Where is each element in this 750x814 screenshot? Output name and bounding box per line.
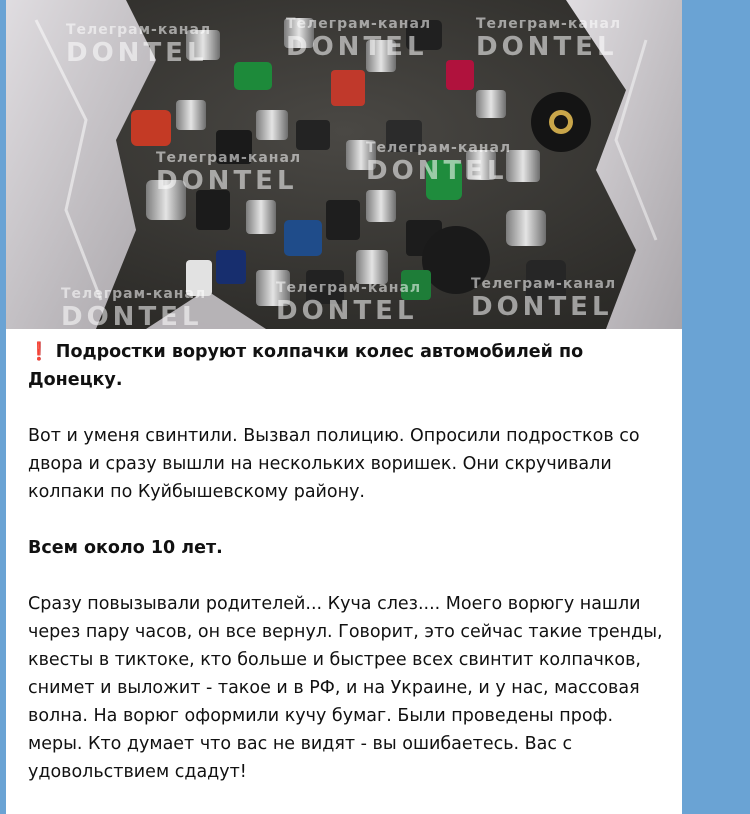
watermark-caption: Телеграм-канал [61, 286, 207, 302]
message-bubble [6, 0, 682, 814]
watermark-brand: DONTEL [66, 38, 208, 68]
valve-caps-bag-image [6, 0, 682, 329]
post-text [28, 338, 668, 786]
watermark-caption: Телеграм-канал [156, 150, 302, 166]
watermark-caption: Телеграм-канал [66, 22, 212, 38]
watermark-caption: Телеграм-канал [471, 276, 617, 292]
watermark-brand: DONTEL [366, 156, 508, 186]
watermark-brand: DONTEL [286, 32, 428, 62]
post-paragraph-1: Вот и уменя свинтили. Вызвал полицию. Опросили подростков со двора и сразу вышли на нескольких воришек. Они скручивали колпаки по Куйбышевскому району. [28, 426, 640, 502]
post-title-text: Подростки воруют колпачки колес автомобилей по Донецку. [28, 342, 584, 390]
red-exclamation-icon: ❗ [28, 342, 50, 362]
watermark-brand: DONTEL [471, 292, 613, 322]
watermark-caption: Телеграм-канал [366, 140, 512, 156]
watermark-caption: Телеграм-канал [276, 280, 422, 296]
watermark-brand: DONTEL [61, 302, 203, 329]
post-paragraph-2: Всем около 10 лет. [28, 538, 223, 558]
watermark-brand: DONTEL [156, 166, 298, 196]
post-paragraph-3: Сразу повызывали родителей... Куча слез.... Моего ворюгу нашли через пару часов, он все вернул. Говорит, это сейчас такие тренды, квесты в тиктоке, кто больше и быстрее всех свинтит колпачков, снимет и выложит - такое и в РФ, и на Украине, и у нас, массовая волна. На ворюг оформили кучу бумаг. Были проведены проф. меры. Кто думает что вас не видят - вы ошибаетесь. Вас с удовольствием сдадут! [28, 594, 663, 782]
watermark-brand: DONTEL [276, 296, 418, 326]
watermark-brand: DONTEL [476, 32, 618, 62]
watermark-caption: Телеграм-канал [476, 16, 622, 32]
post-title [28, 338, 668, 394]
post-photo[interactable] [6, 0, 682, 329]
watermark-caption: Телеграм-канал [286, 16, 432, 32]
